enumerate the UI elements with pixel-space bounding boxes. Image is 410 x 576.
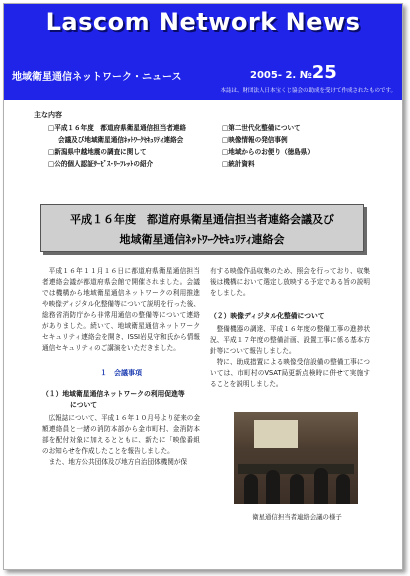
body-paragraph: 有する映像作品収集のため、照会を行っており、収集後は機構において選定し放映する予定である旨の説明をしました。	[210, 267, 370, 297]
conference-table	[238, 464, 354, 474]
issue-number-value: 25	[311, 62, 337, 83]
attendee-silhouette	[336, 474, 350, 504]
toc-item-continued: 会議及び地域衛星通信ﾈｯﾄﾜｰｸｾｷｭﾘﾃｨ連絡会	[58, 136, 184, 144]
toc-left-column	[48, 122, 186, 170]
subsection-heading	[42, 389, 200, 411]
headline-line-2: 地域衛星通信ﾈｯﾄﾜｰｸｾｷｭﾘﾃｨ連絡会	[119, 233, 285, 246]
meeting-photo	[234, 412, 358, 504]
toc-item: □新潟県中越地震の調査に関して	[48, 148, 147, 156]
toc-item: □地域からのお便り（徳島県）	[222, 148, 314, 156]
grant-note: 本誌は、財団法人日本宝くじ協会の助成を受けて作成されたものです。	[220, 88, 396, 94]
subsection-heading: （２）映像ディジタル化整備について	[210, 312, 325, 320]
section-heading: １ 会議事項	[100, 369, 142, 377]
toc-item: □統計資料	[222, 160, 255, 168]
toc-item: □公的個人認証ｻｰﾋﾞｽ･ﾘｰﾌﾚｯﾄの紹介	[48, 160, 154, 168]
issue-prefix: 2005- 2. №	[250, 70, 312, 81]
article-left-column	[42, 266, 200, 468]
newsletter-subtitle: 地域衛星通信ネットワーク・ニュース	[12, 72, 182, 83]
article-headline-banner	[40, 204, 364, 252]
intro-paragraph: 平成１６年１１月１６日に都道府県衛星通信担当者連絡会議が都道府県会館で開催されました。会議では機構から地域衛星通信ネットワークの利用推進や映像ディジタル化整備等について説明を行った後、総務省消防庁から非常用通信の整備等について連絡がありました。続いて、地域衛星通信ネットワークセキュリティ連絡会を開き、ISSI岩見守和氏から情報通信セキュリティのご講演をいただきました。	[42, 267, 200, 352]
body-paragraph: 広報誌について、平成１６年１０月号より従来の金額連絡員と一緒の消防本部から金市町村、金消防本部を配付対象に加えるとともに、新たに「映像番組のお知らせを作成したことを報告しました。	[42, 414, 200, 455]
article-right-column	[210, 266, 370, 390]
attendee-silhouette	[266, 470, 280, 504]
toc-title: 主な内容	[34, 111, 62, 119]
body-paragraph: 特に、助成措置による映像受信設備の整備工事については、市町村のVSAT局更新点検時に併せて実施することを説明しました。	[210, 358, 370, 388]
body-paragraph: 整備機器の調達、平成１６年度の整備工事の進捗状況、平成１７年度の整備計画、設置工事に係る基本方針等について報告しました。	[210, 325, 370, 355]
toc-item: □第二世代化整備について	[222, 124, 301, 132]
attendee-silhouette	[290, 474, 304, 504]
toc-item: □映像情報の発信事例	[222, 136, 288, 144]
headline-line-1: 平成１６年度 都道府県衛星通信担当者連絡会議及び	[70, 213, 334, 226]
issue-number	[250, 62, 337, 83]
newsletter-title: Lascom Network News	[45, 8, 361, 36]
newsletter-page	[3, 3, 403, 570]
subsection-heading-line-1: （１）地域衛星通信ネットワークの利用促進等	[42, 390, 185, 398]
subsection-heading-line-2: について	[70, 401, 98, 409]
attendee-silhouette	[244, 474, 258, 504]
photo-caption: 衛星通信担当者連絡会議の様子	[252, 513, 342, 521]
body-paragraph: また、地方公共団体及び地方自治団体機関が保	[48, 458, 188, 466]
masthead	[4, 4, 402, 100]
attendee-silhouette	[314, 468, 328, 504]
toc-item: □平成１６年度 都道府県衛星通信担当者連絡	[48, 124, 187, 132]
projection-screen	[254, 420, 298, 448]
toc-right-column	[222, 122, 314, 170]
